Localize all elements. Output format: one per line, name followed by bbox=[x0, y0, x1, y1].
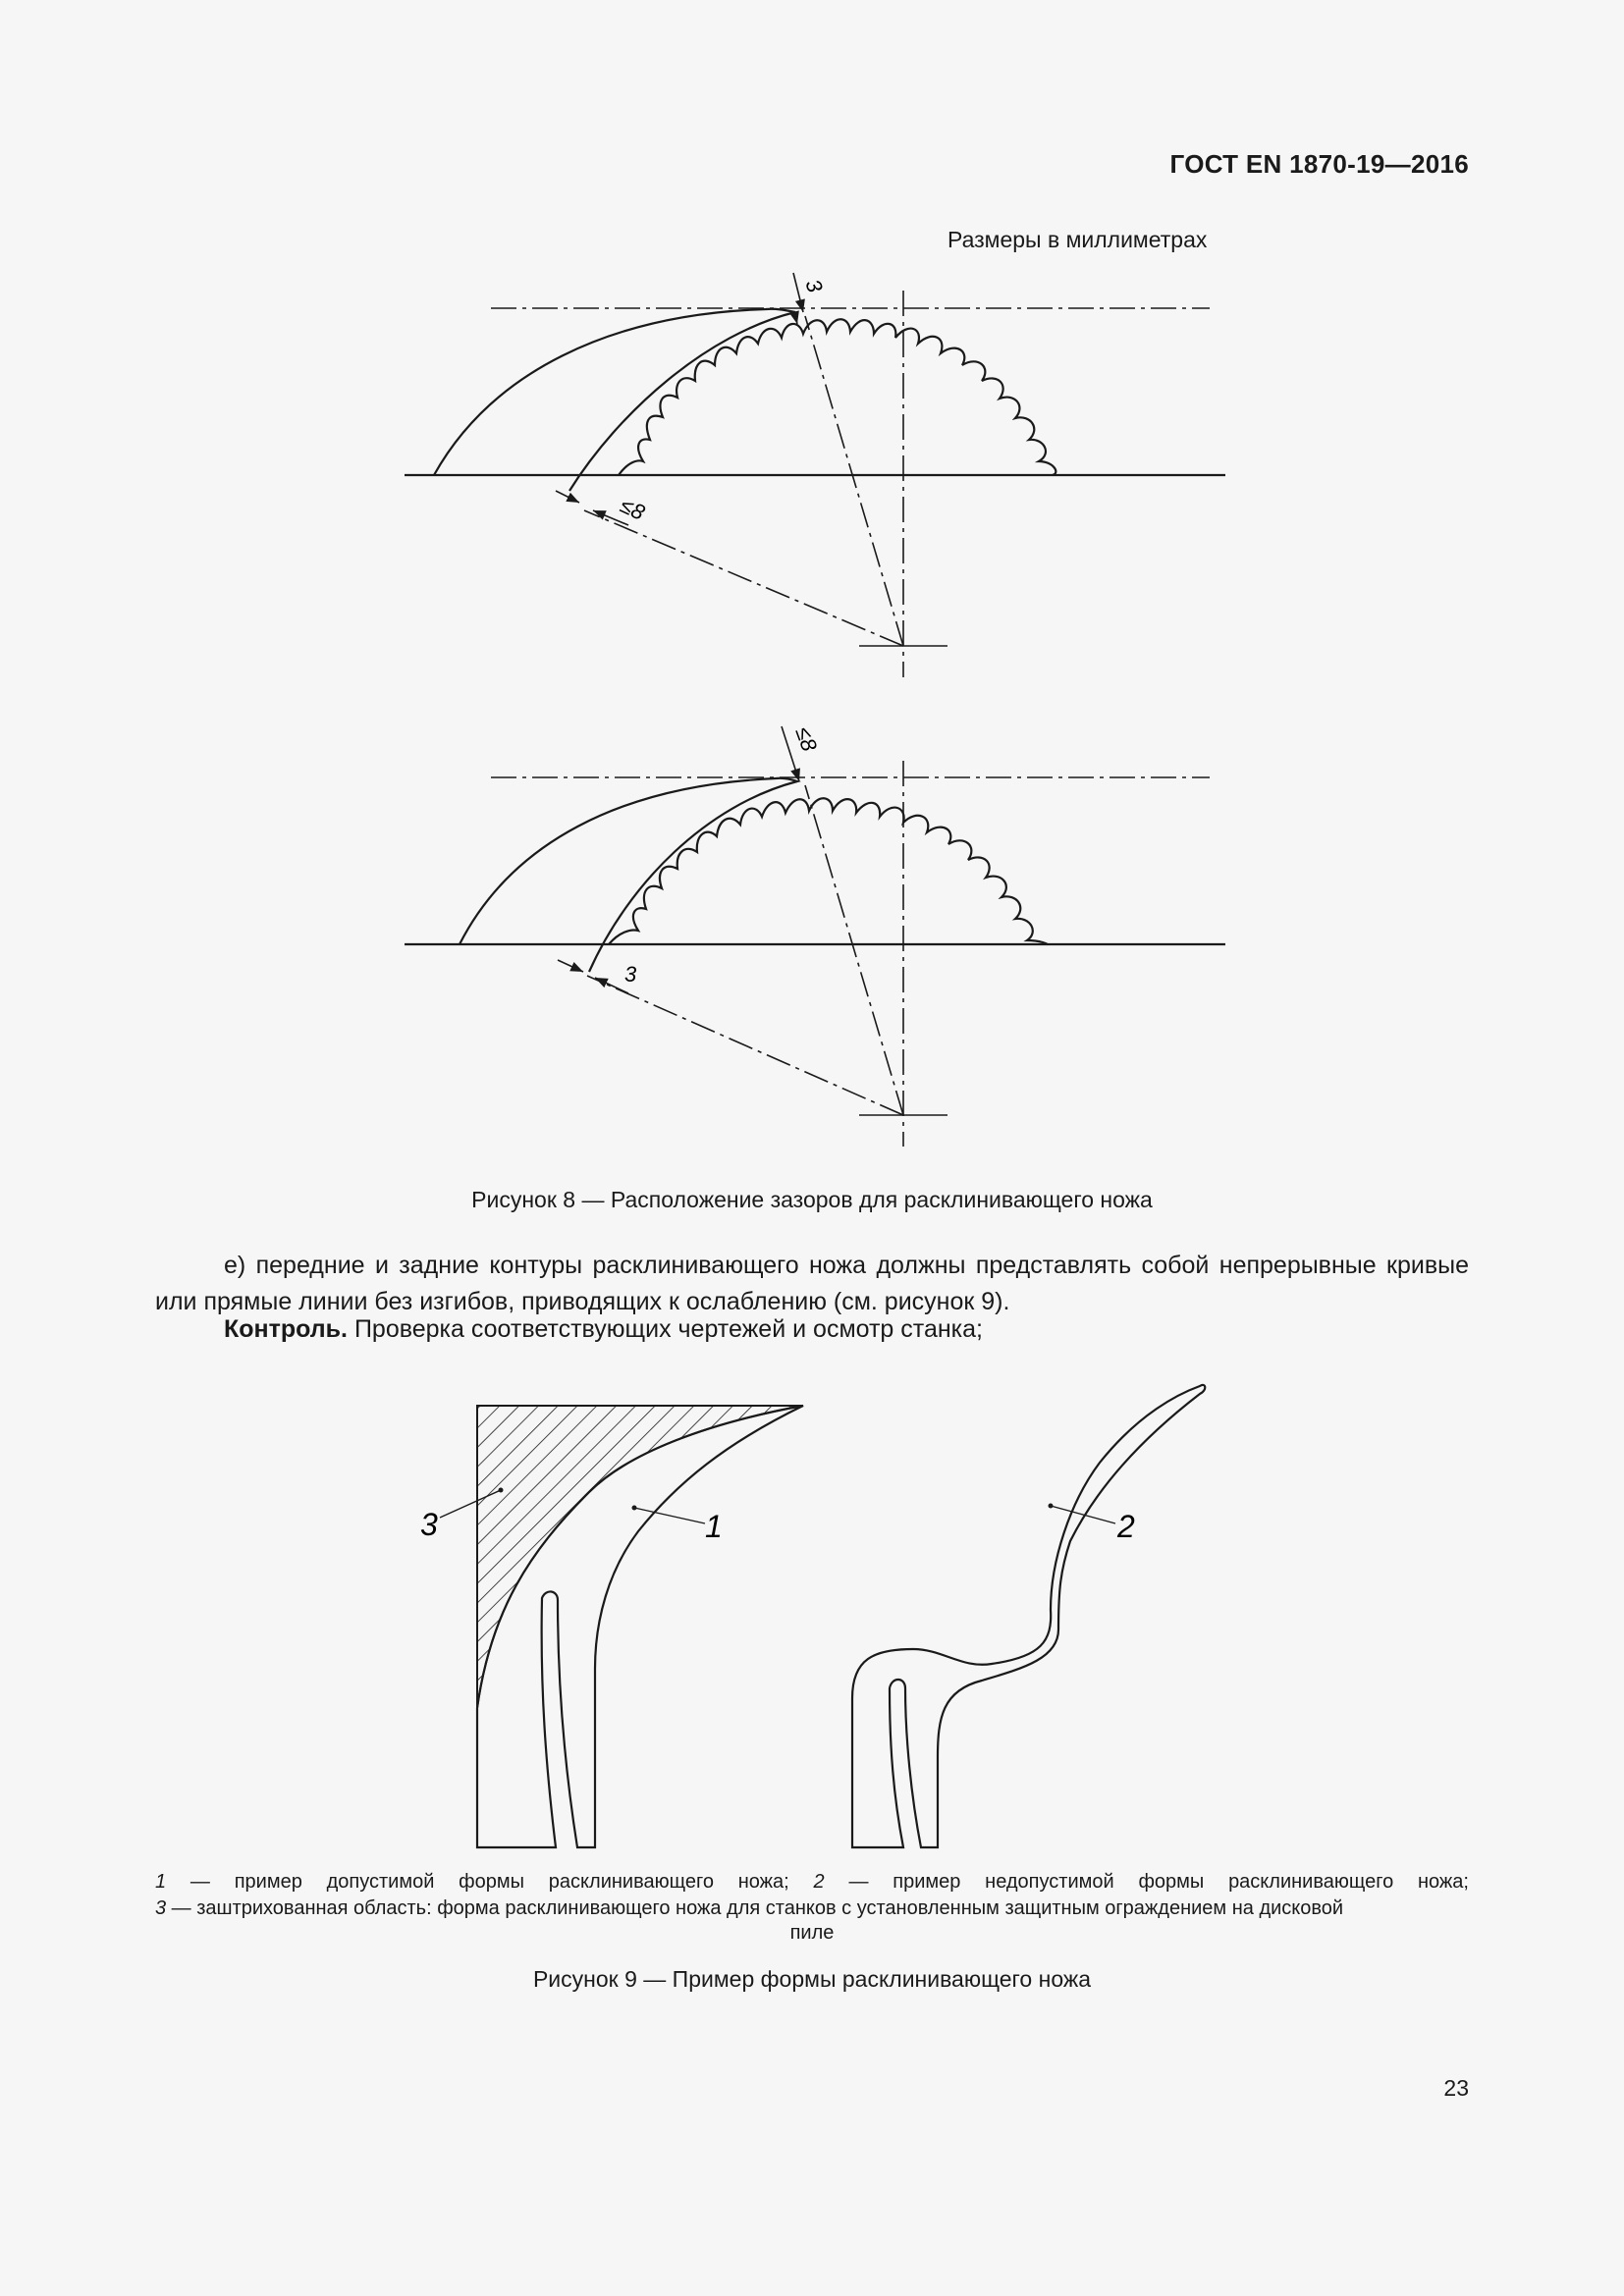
fig9-callout-3: 3 bbox=[420, 1507, 438, 1542]
paragraph-check bbox=[224, 1315, 983, 1344]
fig8-top-dim-side: ≤8 bbox=[616, 492, 649, 525]
fig9-callout-1: 1 bbox=[705, 1509, 723, 1544]
fig9-callout-2: 2 bbox=[1117, 1509, 1135, 1544]
legend-text-1: — пример допустимой формы расклинивающего ножа; bbox=[166, 1871, 814, 1893]
legend-text-3: — заштрихованная область: форма расклинивающего ножа для станков с установленным защитным ограждением на дисковой bbox=[166, 1897, 1344, 1919]
fig8-top-dim-radial: 3 bbox=[800, 276, 828, 296]
document-code: ГОСТ EN 1870-19—2016 bbox=[1169, 149, 1469, 179]
figure9-drawing bbox=[440, 1385, 1205, 1847]
legend-num-1: 1 bbox=[155, 1871, 167, 1893]
fig8-bottom-dim-side: 3 bbox=[624, 962, 637, 987]
paragraph-e bbox=[155, 1248, 1469, 1320]
legend-text-2: — пример недопустимой формы расклинивающего ножа; bbox=[824, 1871, 1469, 1893]
units-note: Размеры в миллиметрах bbox=[947, 227, 1208, 252]
figure8-top-drawing bbox=[405, 273, 1225, 677]
figure9-legend-line3: пиле bbox=[789, 1922, 835, 1944]
figure9-caption: Рисунок 9 — Пример формы расклинивающего ножа bbox=[532, 1966, 1092, 1992]
check-text: Проверка соответствующих чертежей и осмотр станка; bbox=[348, 1315, 983, 1343]
legend-num-3: 3 bbox=[155, 1897, 167, 1919]
figure8-bottom-drawing bbox=[405, 726, 1225, 1147]
paragraph-e-text: е) передние и задние контуры расклинивающего ножа должны представлять собой непрерывные кривые или прямые линии без изгибов, приводящих к ослаблению (см. рисунок 9). bbox=[155, 1252, 1469, 1315]
figure9-legend-line1 bbox=[155, 1869, 1469, 1896]
figure8-caption: Рисунок 8 — Расположение зазоров для расклинивающего ножа bbox=[471, 1187, 1153, 1212]
legend-num-2: 2 bbox=[813, 1871, 825, 1893]
figure9-legend-line2 bbox=[155, 1896, 1469, 1922]
page-number: 23 bbox=[1443, 2075, 1469, 2101]
fig8-bottom-dim-radial: ≤8 bbox=[790, 723, 823, 755]
check-label: Контроль. bbox=[224, 1315, 348, 1343]
